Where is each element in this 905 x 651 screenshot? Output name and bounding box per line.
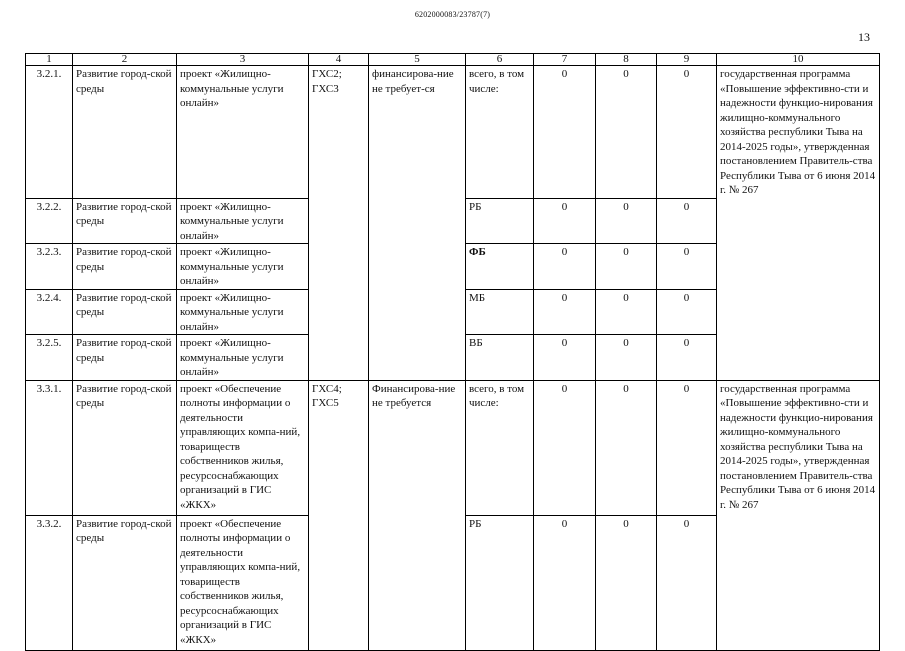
project-cell: проект «Жилищно-коммунальные услуги онлайн» — [177, 335, 309, 381]
column-header: 7 — [534, 54, 596, 66]
column-header: 9 — [657, 54, 717, 66]
column-header: 4 — [309, 54, 369, 66]
funding-source-cell: всего, в том числе: — [466, 66, 534, 199]
row-number: 3.2.5. — [26, 335, 73, 381]
value-cell: 0 — [534, 289, 596, 335]
area-cell: Развитие город-ской среды — [73, 244, 177, 290]
row-number: 3.2.1. — [26, 66, 73, 199]
row-number: 3.2.4. — [26, 289, 73, 335]
area-cell: Развитие город-ской среды — [73, 289, 177, 335]
value-cell: 0 — [657, 66, 717, 199]
value-cell: 0 — [534, 244, 596, 290]
value-cell: 0 — [657, 244, 717, 290]
value-cell: 0 — [596, 515, 657, 650]
value-cell: 0 — [657, 198, 717, 244]
program-cell-empty — [717, 289, 880, 335]
value-cell: 0 — [657, 380, 717, 515]
column-header: 3 — [177, 54, 309, 66]
value-cell: 0 — [596, 198, 657, 244]
program-cell-empty — [717, 244, 880, 290]
value-cell: 0 — [657, 289, 717, 335]
area-cell: Развитие город-ской среды — [73, 335, 177, 381]
column-header: 10 — [717, 54, 880, 66]
measures-table — [25, 53, 880, 651]
value-cell: 0 — [596, 335, 657, 381]
value-cell: 0 — [596, 289, 657, 335]
area-cell: Развитие город-ской среды — [73, 515, 177, 650]
value-cell: 0 — [596, 244, 657, 290]
funding-source-cell: ВБ — [466, 335, 534, 381]
project-cell: проект «Обеспечение полноты информации о деятельности управляющих компа-ний, товариществ собственников жилья, ресурсоснабжающих организаций в ГИС «ЖКХ» — [177, 380, 309, 515]
row-number: 3.3.1. — [26, 380, 73, 515]
value-cell: 0 — [534, 380, 596, 515]
table-row — [26, 66, 880, 199]
column-header: 5 — [369, 54, 466, 66]
codes-cell: ГХС2; ГХС3 — [309, 66, 369, 381]
project-cell: проект «Жилищно-коммунальные услуги онлайн» — [177, 244, 309, 290]
program-cell: государственная программа «Повышение эффективно-сти и надежности функцио-нирования жилищно-коммунального хозяйства республики Тыва на 2014-2025 годы», утвержденная постановлением Правитель-ства Республики Тыва от 6 июня 2014 г. № 267 — [717, 380, 880, 515]
program-cell-empty — [717, 335, 880, 381]
value-cell: 0 — [534, 198, 596, 244]
row-number: 3.2.2. — [26, 198, 73, 244]
program-cell: государственная программа «Повышение эффективно-сти и надежности функцио-нирования жилищно-коммунального хозяйства республики Тыва на 2014-2025 годы», утвержденная постановлением Правитель-ства Республики Тыва от 6 июня 2014 г. № 267 — [717, 66, 880, 199]
row-number: 3.3.2. — [26, 515, 73, 650]
financing-cell: финансирова-ние не требует-ся — [369, 66, 466, 381]
table-row — [26, 380, 880, 515]
funding-source-cell: всего, в том числе: — [466, 380, 534, 515]
value-cell: 0 — [534, 335, 596, 381]
project-cell: проект «Жилищно-коммунальные услуги онлайн» — [177, 66, 309, 199]
value-cell: 0 — [534, 66, 596, 199]
column-number-row — [26, 54, 880, 66]
document-code: 6202000083/23787(7) — [414, 10, 491, 19]
value-cell: 0 — [596, 380, 657, 515]
value-cell: 0 — [657, 335, 717, 381]
project-cell: проект «Жилищно-коммунальные услуги онлайн» — [177, 289, 309, 335]
column-header: 6 — [466, 54, 534, 66]
area-cell: Развитие город-ской среды — [73, 380, 177, 515]
funding-source-cell: МБ — [466, 289, 534, 335]
program-cell-empty — [717, 515, 880, 650]
project-cell: проект «Жилищно-коммунальные услуги онлайн» — [177, 198, 309, 244]
project-cell: проект «Обеспечение полноты информации о деятельности управляющих компа-ний, товариществ собственников жилья, ресурсоснабжающих организаций в ГИС «ЖКХ» — [177, 515, 309, 650]
value-cell: 0 — [657, 515, 717, 650]
funding-source-cell: ФБ — [466, 244, 534, 290]
value-cell: 0 — [596, 66, 657, 199]
codes-cell: ГХС4; ГХС5 — [309, 380, 369, 650]
program-cell-empty — [717, 198, 880, 244]
area-cell: Развитие город-ской среды — [73, 198, 177, 244]
value-cell: 0 — [534, 515, 596, 650]
page-number: 13 — [858, 30, 870, 44]
area-cell: Развитие город-ской среды — [73, 66, 177, 199]
funding-source-cell: РБ — [466, 515, 534, 650]
column-header: 8 — [596, 54, 657, 66]
column-header: 1 — [26, 54, 73, 66]
financing-cell: Финансирова-ние не требуется — [369, 380, 466, 650]
column-header: 2 — [73, 54, 177, 66]
row-number: 3.2.3. — [26, 244, 73, 290]
funding-source-cell: РБ — [466, 198, 534, 244]
